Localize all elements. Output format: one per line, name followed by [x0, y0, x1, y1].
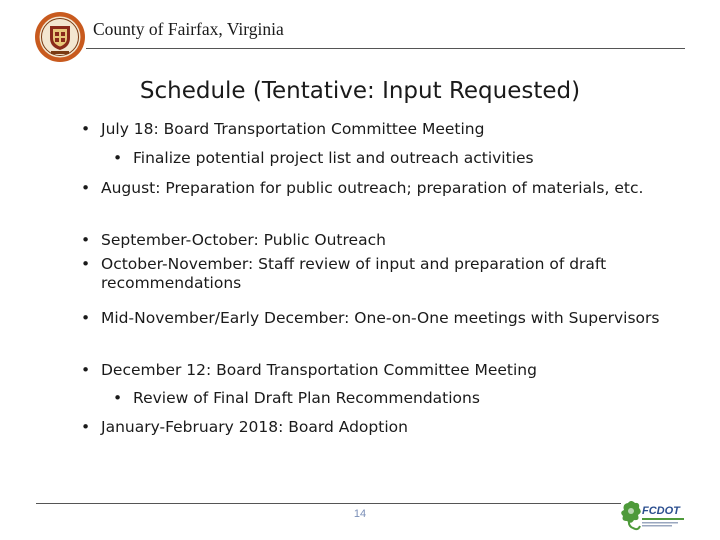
bullet-item: • October-November: Staff review of input and preparation of draft recommendations: [101, 255, 671, 293]
bullet-item: • August: Preparation for public outreach; preparation of materials, etc.: [101, 179, 671, 198]
county-title: County of Fairfax, Virginia: [93, 19, 284, 39]
bullet-item: • September-October: Public Outreach: [101, 231, 671, 250]
sub-bullet-item: • Review of Final Draft Plan Recommendations: [133, 389, 673, 408]
bullet-item: • December 12: Board Transportation Committee Meeting: [101, 361, 671, 380]
bullet-item: • Mid-November/Early December: One-on-One meetings with Supervisors: [101, 309, 671, 328]
bullet-item: • January-February 2018: Board Adoption: [101, 418, 671, 437]
fcdot-logo-text: FCDOT: [642, 505, 680, 517]
footer-divider: [36, 503, 621, 504]
page-number: 14: [353, 508, 367, 520]
fcdot-logo-icon: [620, 498, 688, 536]
slide-title: Schedule (Tentative: Input Requested): [139, 78, 581, 104]
sub-bullet-item: • Finalize potential project list and outreach activities: [133, 149, 673, 168]
bullet-item: • July 18: Board Transportation Committee Meeting: [101, 120, 671, 139]
